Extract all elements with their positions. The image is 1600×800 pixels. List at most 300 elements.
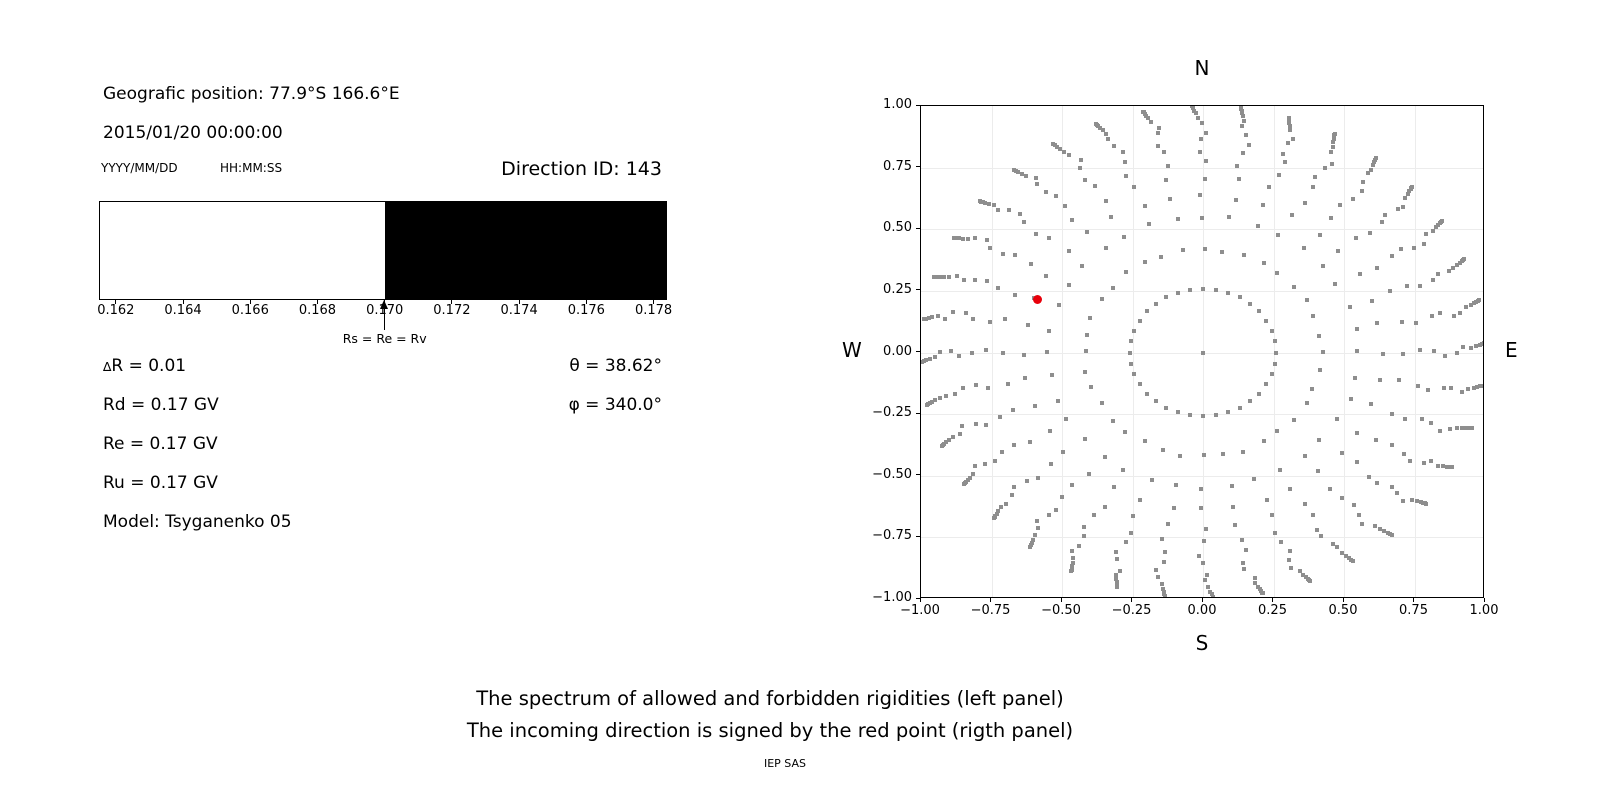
scatter-dot [1124,174,1128,178]
scatter-dot [1351,197,1355,201]
scatter-dot [1390,533,1394,537]
scatter-dot [1199,487,1203,491]
scatter-dot [1176,217,1180,221]
scatter-dot [1273,339,1277,343]
scatter-dot [1340,496,1344,500]
scatter-dot [1132,329,1136,333]
scatter-dot [1240,538,1244,542]
scatter-dot [1355,349,1359,353]
scatter-dot [1181,248,1185,252]
y-axis-tick-label: 0.00 [883,343,912,359]
scatter-dot [1088,316,1092,320]
scatter-dot [1462,257,1466,261]
scatter-dot [996,286,1000,290]
scatter-dot [1310,387,1314,391]
scatter-dot [1011,408,1015,412]
gridline-vertical [1133,106,1134,597]
scatter-dot [1275,429,1279,433]
scatter-dot [1340,451,1344,455]
spectrum-axis-tick-label: 0.162 [97,303,135,318]
scatter-dot [1273,531,1277,535]
scatter-dot [1199,506,1203,510]
scatter-dot [1000,450,1004,454]
scatter-dot [1355,431,1359,435]
scatter-dot [1267,185,1271,189]
scatter-dot [1303,502,1307,506]
scatter-dot [1289,566,1293,570]
scatter-dot [1431,278,1435,282]
scatter-dot [1390,254,1394,258]
y-axis-tick-label: −0.50 [872,466,912,482]
scatter-dot [1025,479,1029,483]
scatter-dot [1244,133,1248,137]
scatter-dot [1449,386,1453,390]
scatter-dot [1278,468,1282,472]
scatter-dot [1160,582,1164,586]
x-axis-tick [1202,598,1203,602]
scatter-dot [1261,203,1265,207]
scatter-dot [1112,144,1116,148]
scatter-dot [966,237,970,241]
y-axis-tick-label: −0.25 [872,405,912,421]
scatter-dot [1248,302,1252,306]
scatter-dot [1070,549,1074,553]
scatter-dot [1429,459,1433,463]
y-axis-tick-label: 0.50 [883,220,912,236]
x-axis-tick-label: −0.25 [1111,603,1152,618]
scatter-dot [1199,137,1203,141]
scatter-dot [938,350,942,354]
scatter-dot [973,236,977,240]
param-theta: θ = 38.62° [569,356,662,376]
scatter-dot [1410,185,1414,189]
scatter-dot [1161,448,1165,452]
scatter-dot [1355,460,1359,464]
scatter-dot [1373,524,1377,528]
scatter-dot [1381,352,1385,356]
scatter-dot [1369,168,1373,172]
y-axis-tick [916,536,920,537]
scatter-dot [1067,153,1071,157]
scatter-dot [949,349,953,353]
scatter-dot [1044,274,1048,278]
scatter-dot [1414,321,1418,325]
scatter-dot [1201,561,1205,565]
scatter-dot [1012,485,1016,489]
scatter-dot [1214,413,1218,417]
scatter-dot [1163,595,1167,598]
scatter-dot [1089,385,1093,389]
scatter-dot [1204,131,1208,135]
scatter-dot [1092,513,1096,517]
scatter-dot [1477,298,1481,302]
scatter-dot [1047,329,1051,333]
rigidity-marker-label: Rs = Re = Rv [342,331,427,346]
scatter-dot [1328,487,1332,491]
scatter-dot [974,422,978,426]
credit-text: IEP SAS [763,757,807,770]
scatter-dot [1257,309,1261,313]
scatter-dot [1214,288,1218,292]
scatter-dot [1317,438,1321,442]
scatter-dot [1050,373,1054,377]
scatter-dot [1402,452,1406,456]
spectrum-axis-tick-label: 0.178 [634,303,673,318]
scatter-dot [1204,527,1208,531]
scatter-dot [1124,270,1128,274]
scatter-dot [952,236,956,240]
scatter-dot [1460,390,1464,394]
param-rd: Rd = 0.17 GV [103,395,219,415]
scatter-dot [1431,229,1435,233]
scatter-dot [943,317,947,321]
scatter-dot [1166,164,1170,168]
scatter-dot [1154,399,1158,403]
scatter-dot [1241,561,1245,565]
param-delta-r [103,356,186,376]
scatter-dot [1403,196,1407,200]
scatter-dot [1452,314,1456,318]
scatter-dot [1078,166,1082,170]
scatter-dot [1286,141,1290,145]
scatter-dot [1003,317,1007,321]
gridline-horizontal [921,168,1483,169]
scatter-dot [1067,283,1071,287]
scatter-dot [1399,247,1403,251]
x-axis-tick-label: −0.50 [1041,603,1081,618]
y-axis-tick [916,166,920,167]
scatter-dot [1276,233,1280,237]
scatter-dot [993,459,997,463]
scatter-dot [1290,213,1294,217]
scatter-dot [1203,247,1207,251]
gridline-vertical [1344,106,1345,597]
scatter-dot [1292,285,1296,289]
scatter-dot [1178,454,1182,458]
scatter-dot [1336,249,1340,253]
scatter-dot [1316,469,1320,473]
scatter-dot [1149,120,1153,124]
scatter-dot [1412,246,1416,250]
scatter-dot [1049,462,1053,466]
scatter-dot [1082,534,1086,538]
scatter-dot [1442,386,1446,390]
scatter-dot [1033,404,1037,408]
scatter-dot [930,315,934,319]
rigidity-spectrum-chart [99,201,667,300]
scatter-dot [1172,506,1176,510]
scatter-dot [938,396,942,400]
scatter-dot [1132,185,1136,189]
scatter-dot [1440,219,1444,223]
scatter-dot [1145,309,1149,313]
scatter-dot [992,516,996,520]
scatter-dot [1426,388,1430,392]
scatter-dot [1093,184,1097,188]
scatter-dot [1198,193,1202,197]
scatter-dot [1333,132,1337,136]
scatter-dot [996,208,1000,212]
scatter-dot [1241,450,1245,454]
scatter-dot [962,278,966,282]
scatter-dot [1355,327,1359,331]
scatter-dot [1401,499,1405,503]
scatter-dot [971,317,975,321]
scatter-dot [1369,402,1373,406]
scatter-dot [1123,430,1127,434]
scatter-dot [1145,392,1149,396]
scatter-dot [1035,519,1039,523]
scatter-dot [1458,311,1462,315]
scatter-dot [1100,401,1104,405]
scatter-dot [1176,410,1180,414]
scatter-dot [1141,110,1145,114]
scatter-dot [1156,144,1160,148]
scatter-dot [1315,528,1319,532]
scatter-dot [1408,459,1412,463]
y-axis-tick [916,105,920,106]
scatter-dot [1338,203,1342,207]
scatter-dot [1380,220,1384,224]
scatter-dot [1154,302,1158,306]
scatter-dot [1311,513,1315,517]
scatter-dot [1018,212,1022,216]
scatter-dot [1022,353,1026,357]
scatter-dot [1422,242,1426,246]
scatter-dot [1138,498,1142,502]
param-delta-r-value: R = 0.01 [111,356,187,376]
scatter-dot [1026,323,1030,327]
scatter-dot [1405,284,1409,288]
scatter-dot [925,403,929,407]
scatter-dot [1257,392,1261,396]
scatter-dot [955,274,959,278]
scatter-dot [951,435,955,439]
scatter-dot [1241,151,1245,155]
scatter-dot [1123,160,1127,164]
scatter-dot [1200,121,1204,125]
datetime-text: 2015/01/20 00:00:00 [103,123,283,143]
scatter-dot [1470,426,1474,430]
scatter-dot [1176,291,1180,295]
scatter-dot [1202,453,1206,457]
scatter-dot [1143,204,1147,208]
scatter-dot [932,275,936,279]
time-format-label: HH:MM:SS [220,161,283,175]
scatter-dot [1447,269,1451,273]
direction-id-title: Direction ID: 143 [501,158,662,180]
scatter-dot [988,246,992,250]
scatter-dot [1111,286,1115,290]
scatter-dot [1358,272,1362,276]
scatter-dot [942,275,946,279]
scatter-dot [1129,339,1133,343]
scatter-dot [1067,249,1071,253]
scatter-dot [1114,550,1118,554]
scatter-dot [1287,116,1291,120]
scatter-dot [1114,573,1118,577]
gridline-horizontal [921,476,1483,477]
scatter-dot [1164,406,1168,410]
gridline-vertical [1062,106,1063,597]
x-axis-tick [1413,598,1414,602]
scatter-dot [1330,162,1334,166]
incoming-direction-plot [920,105,1484,598]
scatter-dot [1084,349,1088,353]
scatter-dot [920,360,923,364]
scatter-dot [947,275,951,279]
scatter-dot [1237,177,1241,181]
scatter-dot [1403,417,1407,421]
scatter-dot [1001,252,1005,256]
scatter-dot [1121,468,1125,472]
scatter-dot [1287,558,1291,562]
scatter-dot [1201,351,1205,355]
scatter-dot [1416,384,1420,388]
scatter-dot [1351,559,1355,563]
scatter-dot [1143,260,1147,264]
scatter-dot [1235,164,1239,168]
scatter-dot [1064,417,1068,421]
scatter-dot [1071,556,1075,560]
scatter-dot [1265,498,1269,502]
x-axis-tick [990,598,991,602]
scatter-dot [1469,346,1473,350]
scatter-dot [1390,412,1394,416]
scatter-dot [1238,295,1242,299]
scatter-dot [1129,531,1133,535]
scatter-dot [1060,495,1064,499]
scatter-dot [983,462,987,466]
scatter-dot [1262,439,1266,443]
x-axis-tick [1484,598,1485,602]
y-axis-tick-label: 0.75 [883,158,912,174]
x-axis-tick-label: 0.75 [1399,603,1428,618]
scatter-dot [1164,295,1168,299]
scatter-dot [1240,124,1244,128]
scatter-dot [1288,487,1292,491]
scatter-dot [1242,567,1246,571]
scatter-dot [1033,533,1037,537]
scatter-dot [957,354,961,358]
scatter-dot [1335,545,1339,549]
scatter-dot [1156,131,1160,135]
scatter-dot [1077,544,1081,548]
scatter-dot [1275,271,1279,275]
scatter-dot [1438,429,1442,433]
scatter-dot [1448,427,1452,431]
scatter-dot [1397,378,1401,382]
y-axis-tick [916,598,920,599]
scatter-dot [1292,418,1296,422]
scatter-dot [1418,348,1422,352]
x-axis-tick-label: 0.25 [1258,603,1287,618]
scatter-dot [1079,158,1083,162]
scatter-dot [1087,472,1091,476]
scatter-dot [1288,549,1292,553]
spectrum-axis-tick-label: 0.174 [500,303,538,318]
scatter-dot [1234,198,1238,202]
scatter-dot [964,311,968,315]
compass-label-east: E [1505,338,1518,362]
scatter-dot [1162,150,1166,154]
scatter-dot [1436,272,1440,276]
y-axis-tick-label: −1.00 [872,590,912,605]
scatter-dot [1288,128,1292,132]
scatter-dot [1051,142,1055,146]
scatter-dot [1104,199,1108,203]
scatter-dot [1422,461,1426,465]
scatter-dot [1103,455,1107,459]
scatter-dot [1154,568,1158,572]
scatter-dot [1455,351,1459,355]
scatter-dot [1188,288,1192,292]
gridline-horizontal [921,291,1483,292]
spectrum-segment-allowed [100,202,385,299]
scatter-dot [961,386,965,390]
scatter-dot [1166,522,1170,526]
y-axis-tick [916,228,920,229]
scatter-dot [1010,493,1014,497]
scatter-dot [1378,378,1382,382]
scatter-dot [1164,178,1168,182]
scatter-dot [1361,180,1365,184]
scatter-dot [1370,299,1374,303]
scatter-dot [1106,137,1110,141]
scatter-dot [1231,505,1235,509]
scatter-dot [1401,352,1405,356]
scatter-dot [1461,345,1465,349]
y-axis-tick [916,413,920,414]
scatter-dot [1203,177,1207,181]
compass-label-west: W [842,338,862,362]
scatter-dot [1104,132,1108,136]
scatter-dot [973,464,977,468]
scatter-dot [1335,417,1339,421]
scatter-dot [1124,540,1128,544]
scatter-dot [1281,152,1285,156]
date-format-label: YYYY/MM/DD [101,161,178,175]
scatter-dot [1022,220,1026,224]
scatter-dot [1395,491,1399,495]
scatter-dot [1061,450,1065,454]
param-ru: Ru = 0.17 GV [103,473,218,493]
scatter-dot [1247,143,1251,147]
scatter-dot [985,238,989,242]
scatter-dot [1375,321,1379,325]
scatter-dot [1396,207,1400,211]
scatter-dot [1353,376,1357,380]
scatter-dot [1374,438,1378,442]
scatter-dot [1121,150,1125,154]
scatter-dot [1160,537,1164,541]
scatter-dot [1374,156,1378,160]
scatter-dot [1013,253,1017,257]
scatter-dot [1221,452,1225,456]
scatter-dot [1321,350,1325,354]
scatter-dot [1200,216,1204,220]
caption-line-1: The spectrum of allowed and forbidden rigidities (left panel) [476,687,1064,710]
scatter-dot [1429,421,1433,425]
scatter-dot [1400,320,1404,324]
scatter-dot [1201,414,1205,418]
x-axis-tick [1272,598,1273,602]
scatter-dot [1331,145,1335,149]
scatter-dot [1045,350,1049,354]
scatter-dot [988,320,992,324]
scatter-dot [1188,413,1192,417]
x-axis-tick-label: −1.00 [900,603,940,618]
